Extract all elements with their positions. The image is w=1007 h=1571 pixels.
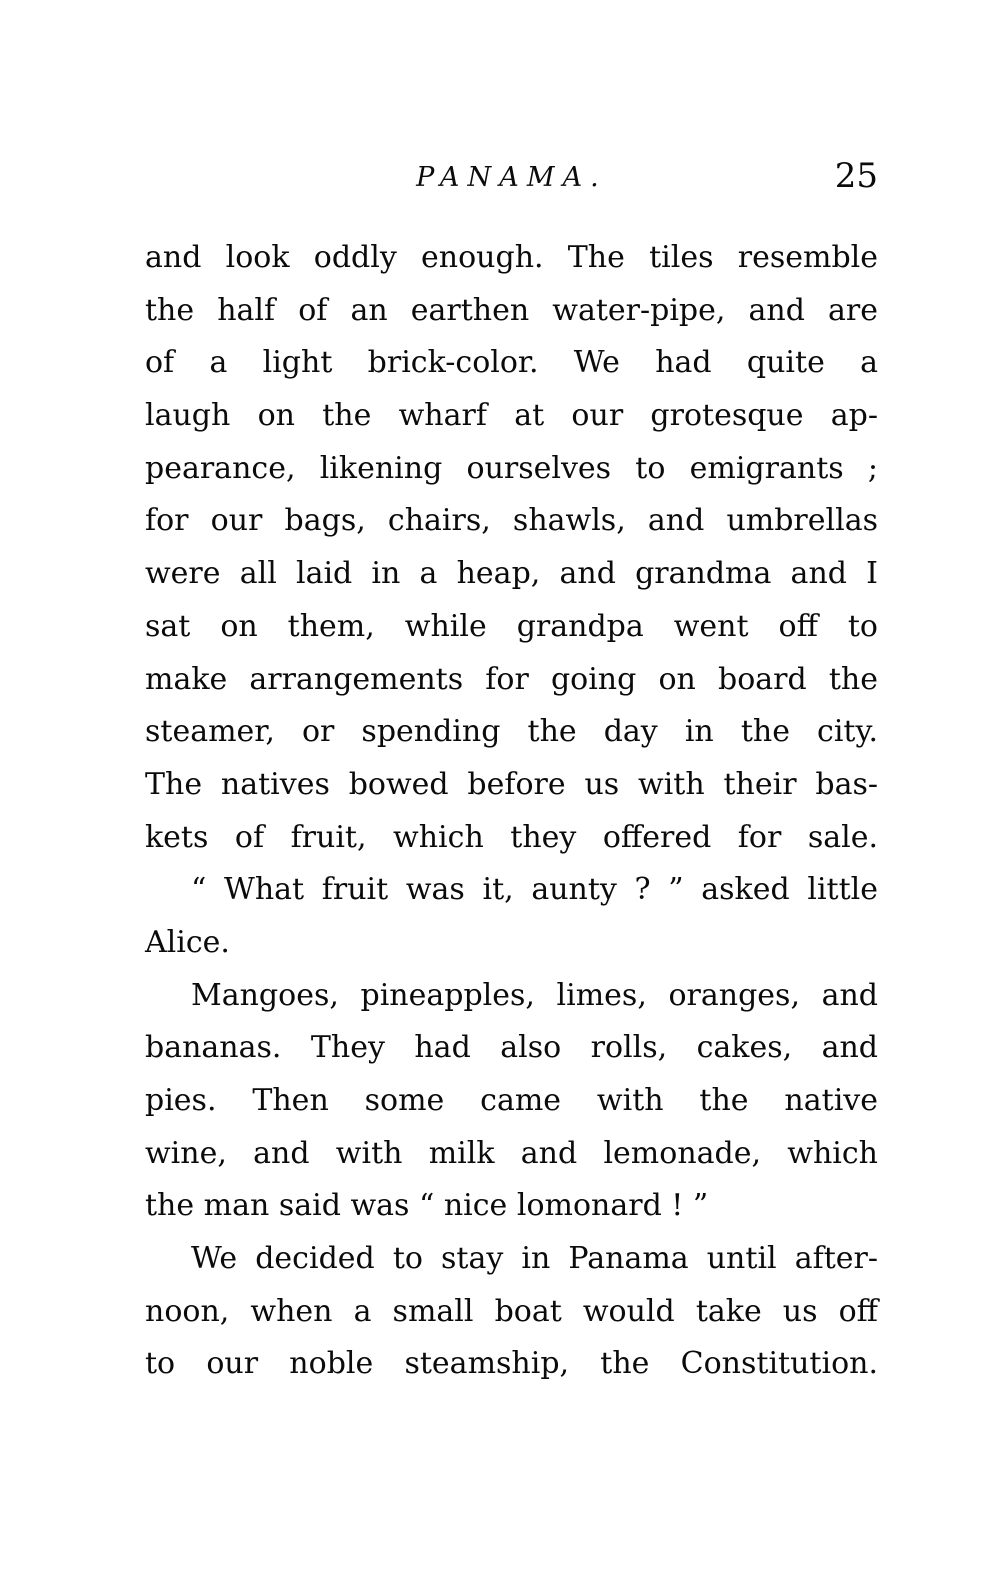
text-line: kets of fruit, which they offered for sale.	[145, 819, 878, 855]
text-line: Mangoes, pineapples, limes, oranges, and	[191, 977, 878, 1013]
text-line: bananas. They had also rolls, cakes, and	[145, 1030, 878, 1066]
text-line: sat on them, while grandpa went off to	[145, 608, 878, 644]
text-line: The natives bowed before us with their bas-	[145, 766, 878, 802]
text-line: wine, and with milk and lemonade, which	[145, 1135, 878, 1171]
text-line: the half of an earthen water-pipe, and are	[145, 292, 878, 328]
text-line: of a light brick-color. We had quite a	[145, 345, 878, 381]
text-line: were all laid in a heap, and grandma and I	[145, 556, 878, 592]
text-line: noon, when a small boat would take us off	[145, 1293, 878, 1329]
text-line: make arrangements for going on board the	[145, 661, 878, 697]
text-line: We decided to stay in Panama until after-	[191, 1241, 878, 1277]
text-block	[145, 232, 878, 1391]
page-header	[145, 156, 878, 200]
text-line: the man said was “ nice lomonard ! ”	[145, 1188, 709, 1224]
text-line: pearance, likening ourselves to emigrants ;	[145, 450, 878, 486]
text-line: laugh on the wharf at our grotesque ap-	[145, 398, 878, 434]
text-line: steamer, or spending the day in the city.	[145, 714, 878, 750]
text-line: “ What fruit was it, aunty ? ” asked little	[191, 872, 878, 908]
page-number: 25	[834, 156, 878, 196]
text-line: to our noble steamship, the Constitution.	[145, 1346, 878, 1382]
text-line: and look oddly enough. The tiles resemble	[145, 240, 878, 275]
running-title: PANAMA.	[416, 162, 607, 193]
text-line: Alice.	[145, 924, 230, 960]
text-line: for our bags, chairs, shawls, and umbrellas	[145, 503, 878, 539]
text-line: pies. Then some came with the native	[145, 1083, 878, 1118]
